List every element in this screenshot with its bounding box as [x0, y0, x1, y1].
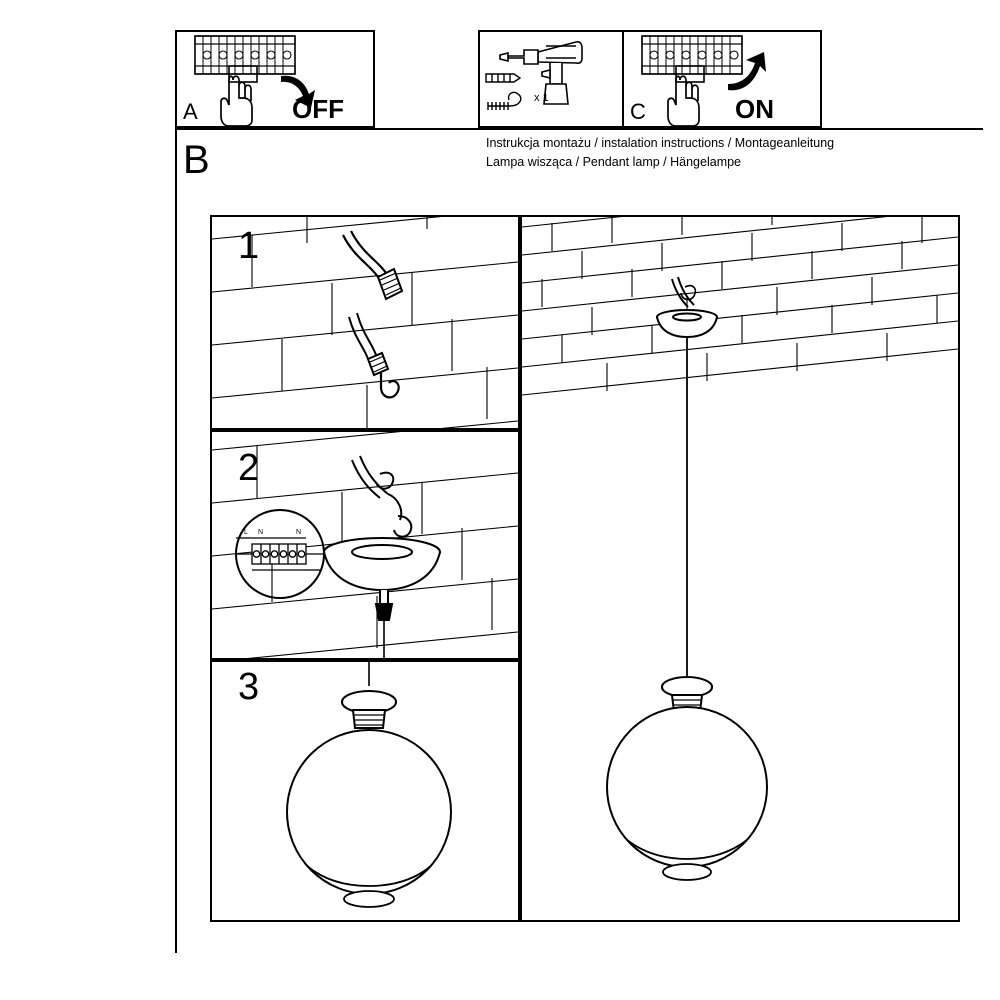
svg-text:N: N	[258, 529, 264, 536]
step-c-action-label: ON	[735, 94, 774, 124]
svg-text:N: N	[296, 529, 302, 536]
caption-subtitle: Lampa wisząca / Pendant lamp / Hängelampe	[486, 155, 742, 169]
screw-hook-icon	[488, 92, 521, 110]
terminal-block-icon	[195, 36, 295, 82]
hand-pointing-icon	[668, 76, 699, 126]
tools-box	[478, 30, 622, 128]
step-c-box	[622, 30, 822, 128]
pendant-lamp-assembled-icon	[522, 217, 958, 920]
step-a-box	[175, 30, 375, 128]
panel-2-number: 2	[238, 447, 260, 489]
panel-3-number: 3	[238, 666, 260, 708]
step-c-label: C	[630, 99, 646, 124]
wall-plug-icon	[486, 74, 520, 82]
step-b-label: B	[183, 138, 210, 182]
tools-quantity-label: x 1	[534, 92, 549, 104]
step-a-label: A	[183, 99, 198, 124]
svg-text:L: L	[244, 529, 248, 536]
caption-title: Instrukcja montażu / instalation instructions / Montageanleitung	[486, 136, 835, 150]
wiring-detail-icon	[236, 510, 324, 598]
arrow-up-right-icon	[728, 52, 766, 90]
step-a-action-label: OFF	[292, 94, 344, 124]
panel-1-number: 1	[238, 225, 260, 267]
terminal-block-icon	[642, 36, 742, 82]
panel-overview	[520, 215, 960, 922]
step-c-illustration	[624, 32, 820, 126]
hand-pointing-icon	[221, 76, 252, 126]
tools-illustration	[480, 32, 620, 126]
